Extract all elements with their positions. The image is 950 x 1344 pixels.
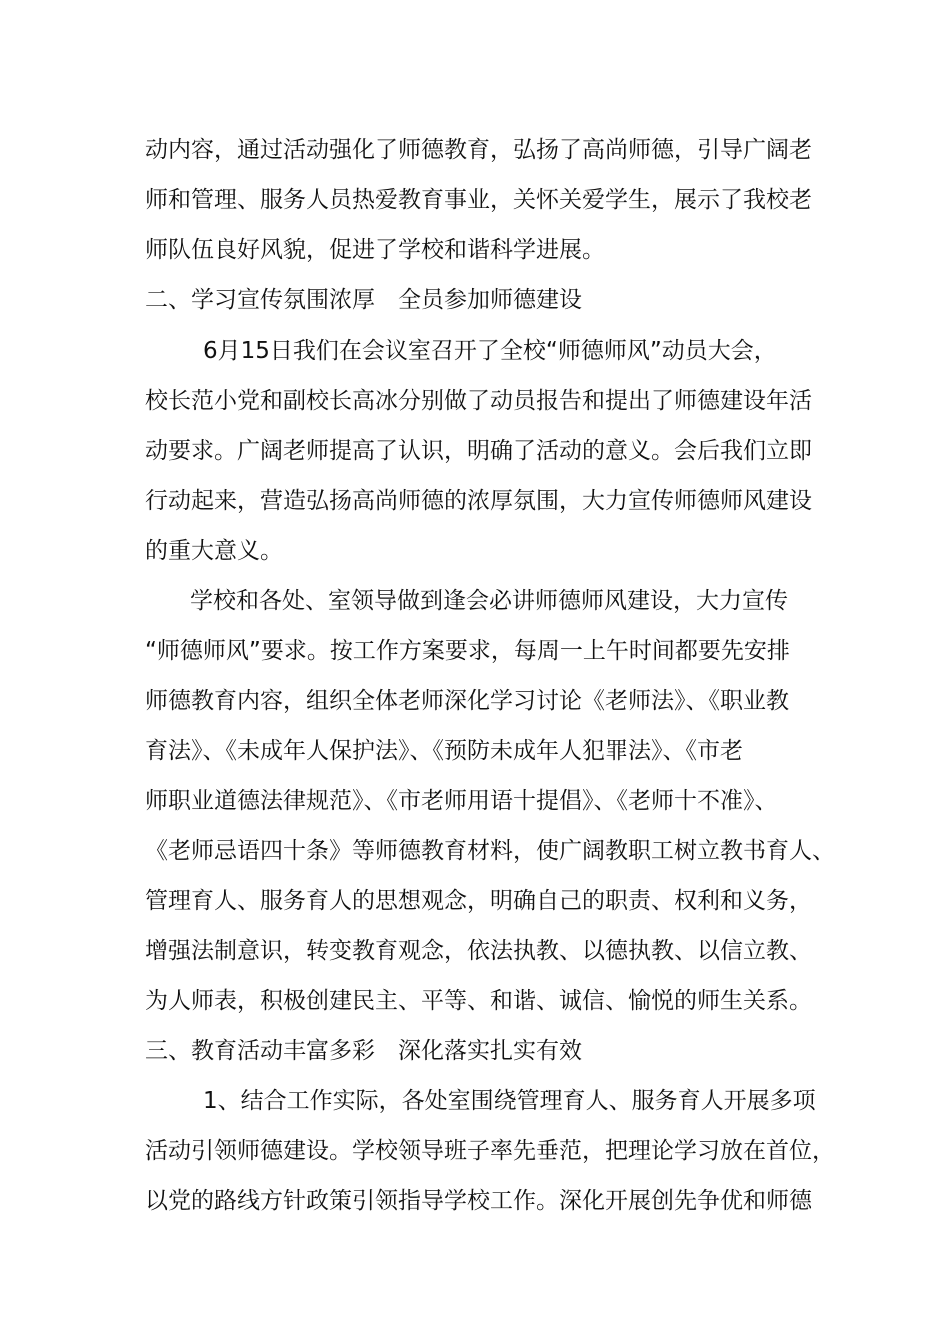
body-line: 增强法制意识，转变教育观念，依法执教、以德执教、以信立教、 [145, 938, 812, 964]
body-line: 6月15日我们在会议室召开了全校“师德师风”动员大会， [203, 338, 777, 364]
body-line: 《老师忌语四十条》等师德教育材料，使广阔教职工树立教书育人、 [145, 838, 835, 864]
body-line: 以党的路线方针政策引领指导学校工作。深化开展创先争优和师德 [145, 1188, 812, 1214]
body-line: 1、结合工作实际，各处室围绕管理育人、服务育人开展多项 [203, 1088, 816, 1114]
body-line: 管理育人、服务育人的思想观念，明确自己的职责、权利和义务， [145, 888, 812, 914]
body-line: 师职业道德法律规范》、《市老师用语十提倡》、《老师十不准》、 [145, 788, 778, 814]
section-heading: 三、教育活动丰富多彩 深化落实扎实有效 [145, 1038, 582, 1064]
body-line: 行动起来，营造弘扬高尚师德的浓厚氛围，大力宣传师德师风建设 [145, 488, 812, 514]
body-line: “师德师风”要求。按工作方案要求，每周一上午时间都要先安排 [145, 638, 790, 664]
body-line: 师和管理、服务人员热爱教育事业，关怀关爱学生，展示了我校老 [145, 187, 812, 213]
body-line: 校长范小党和副校长高冰分别做了动员报告和提出了师德建设年活 [145, 388, 812, 414]
body-line: 为人师表，积极创建民主、平等、和谐、诚信、愉悦的师生关系。 [145, 988, 812, 1014]
section-heading: 二、学习宣传氛围浓厚 全员参加师德建设 [145, 287, 582, 313]
body-line: 师德教育内容，组织全体老师深化学习讨论《老师法》、《职业教 [145, 688, 789, 714]
body-line: 动内容，通过活动强化了师德教育，弘扬了高尚师德，引导广阔老 [145, 137, 812, 163]
body-line: 的重大意义。 [145, 538, 283, 564]
body-line: 活动引领师德建设。学校领导班子率先垂范，把理论学习放在首位， [145, 1138, 835, 1164]
body-line: 动要求。广阔老师提高了认识，明确了活动的意义。会后我们立即 [145, 438, 812, 464]
body-line: 师队伍良好风貌，促进了学校和谐科学进展。 [145, 237, 605, 263]
body-line: 学校和各处、室领导做到逢会必讲师德师风建设，大力宣传 [190, 588, 788, 614]
body-line: 育法》、《未成年人保护法》、《预防未成年人犯罪法》、《市老 [145, 738, 743, 764]
